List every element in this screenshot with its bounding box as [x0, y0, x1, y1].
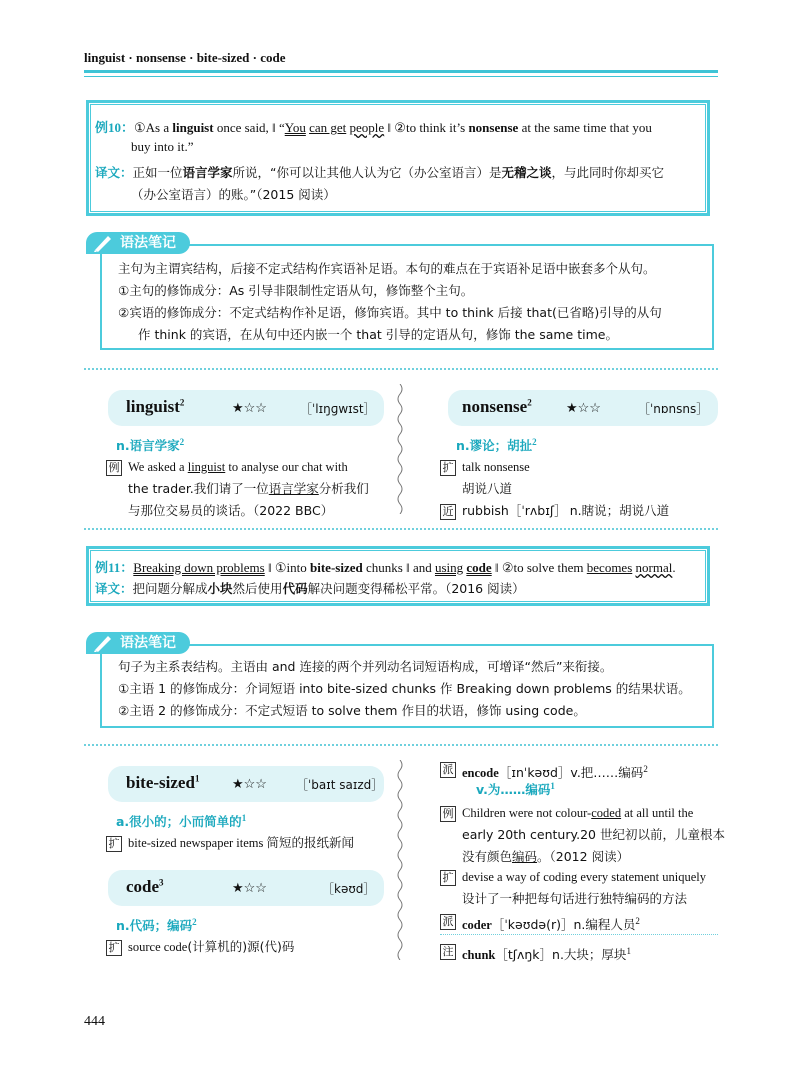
headword — [126, 397, 184, 417]
object-people: people — [349, 120, 385, 135]
entry-separator — [440, 934, 718, 935]
keyword-zh: 无稽之谈 — [501, 165, 552, 180]
phrase: bite-sized newspaper items — [128, 836, 264, 850]
text: ‖ ②to think it’s — [384, 120, 469, 135]
grammar-note-label: 语法笔记 — [120, 635, 176, 651]
pos-definition — [116, 812, 246, 830]
column-divider — [396, 760, 404, 960]
text: We asked a — [128, 460, 188, 474]
nonsense-synonym — [462, 500, 669, 522]
translation-label: 译文： — [95, 581, 133, 596]
phrase-translation: 简短的报纸新闻 — [266, 835, 355, 850]
phrase-translation: 设计了一种把每句话进行独特编码的方法 — [462, 891, 688, 906]
grammar-line: ②宾语的修饰成分：不定式结构作补足语，修饰宾语。其中 to think 后接 that(已省略)引导的从句 — [118, 305, 662, 320]
keyword-zh: 小块 — [207, 581, 233, 596]
frequency-sup: 2 — [179, 397, 185, 408]
encode-example — [462, 802, 725, 868]
text: the trader.我们请了一位 — [128, 481, 269, 496]
phonetic: ［ɪnˈkəʊd］ — [498, 765, 571, 781]
extend-tag-icon: 扩 — [106, 940, 122, 956]
frequency-sup: 2 — [179, 436, 185, 447]
example-line: early 20th century.20 世纪初以前，儿童根本 — [462, 827, 725, 842]
note-word: chunk — [462, 948, 496, 963]
star-rating: ★☆☆ — [232, 400, 267, 415]
header-rule — [84, 70, 718, 73]
derivative-word: coder — [462, 918, 492, 933]
pos-definition — [116, 916, 197, 934]
pen-icon — [92, 233, 114, 253]
keyword-bite-sized: bite-sized — [310, 560, 363, 575]
pos-text: a.很小的；小而简单的 — [116, 814, 242, 829]
text: chunks ‖ and — [362, 560, 435, 575]
phonetic: ［ˈkəʊdə(r)］ — [491, 917, 574, 933]
grammar-line: 作 think 的宾语，在从句中还内嵌一个 that 引导的定语从句，修饰 the same time。 — [138, 327, 618, 342]
example-line — [128, 478, 369, 500]
word-card-linguist — [108, 390, 384, 426]
pos-definition — [116, 436, 184, 454]
pos-text: n.代码；编码 — [116, 918, 193, 933]
subject-1: Breaking down problems — [133, 560, 265, 575]
example-10-label: 例10： — [95, 120, 135, 135]
synonym-word: rubbish［ˈrʌbɪʃ］ — [462, 503, 567, 518]
grammar-note-1-tab — [86, 232, 190, 254]
underlined-word: coded — [591, 806, 622, 820]
text: . — [672, 560, 676, 575]
running-header: linguist · nonsense · bite-sized · code — [84, 50, 286, 65]
frequency-sup: 2 — [532, 436, 537, 447]
text: to analyse our chat with — [225, 460, 348, 474]
definition: n.大块；厚块 — [552, 947, 627, 963]
verb-becomes: becomes — [586, 560, 633, 575]
text: Children were not colour- — [462, 806, 592, 820]
example-10-line-2: buy into it.” — [131, 139, 194, 154]
frequency-sup: 3 — [159, 877, 164, 888]
star-rating: ★☆☆ — [566, 400, 601, 415]
text: 。（2012 阅读） — [537, 849, 630, 864]
headword — [462, 397, 532, 417]
headword — [126, 773, 199, 793]
headword-text: code — [126, 877, 160, 896]
synonym-tag-icon: 近 — [440, 504, 456, 520]
frequency-sup: 1 — [550, 780, 555, 791]
text: 正如一位 — [132, 165, 183, 180]
headword — [126, 877, 164, 897]
extend-tag-icon: 扩 — [440, 460, 456, 476]
section-divider — [84, 744, 718, 746]
example-11-box — [86, 546, 710, 606]
star-rating: ★☆☆ — [232, 880, 267, 895]
grammar-line: ①主句的修饰成分：As 引导非限制性定语从句，修饰整个主句。 — [118, 283, 474, 298]
section-divider — [84, 528, 718, 530]
example-11-sentence — [95, 557, 676, 576]
phonetic: ［tʃʌŋk］ — [495, 947, 553, 963]
section-divider — [84, 368, 718, 370]
pos-definition — [476, 780, 555, 798]
complement-normal: normal — [635, 560, 673, 575]
nonsense-extension — [462, 456, 530, 500]
pos-text: n.语言学家 — [116, 438, 180, 453]
phrase-translation: (计算机的)源(代)码 — [187, 939, 295, 954]
text: ①As a — [134, 120, 173, 135]
phonetic: ［kəʊd］ — [322, 882, 376, 896]
star-rating: ★☆☆ — [232, 776, 267, 791]
translation-10-line-2: （办公室语言）的账。”（2015 阅读） — [131, 187, 336, 202]
column-divider — [396, 384, 404, 514]
example-line — [462, 802, 725, 824]
frequency-sup: 2 — [643, 764, 648, 774]
linguist-example — [128, 456, 369, 522]
phrase: source code — [128, 940, 188, 954]
word-card-code — [108, 870, 384, 906]
header-rule-thin — [84, 76, 718, 77]
headword-text: linguist — [126, 397, 180, 416]
example-line — [128, 456, 369, 478]
frequency-sup: 1 — [194, 773, 200, 784]
word-card-bite-sized — [108, 766, 384, 802]
headword-text: nonsense — [462, 397, 528, 416]
text: 所说，“你可以让其他人认为它（办公室语言）是 — [232, 165, 502, 180]
phrase: talk nonsense — [462, 460, 530, 474]
keyword-zh: 语言学家 — [182, 165, 233, 180]
pos-definition — [456, 436, 537, 454]
definition: v.把……编码 — [570, 765, 644, 781]
example-10-box — [86, 100, 710, 216]
grammar-note-2-body — [118, 656, 691, 722]
example-line — [462, 846, 725, 868]
translation-10-line-1 — [95, 163, 664, 181]
underlined-word: linguist — [187, 460, 226, 474]
bite-sized-extension — [128, 832, 354, 854]
derivative-word: encode — [462, 766, 499, 781]
text: ‖ ②to solve them — [491, 560, 587, 575]
synonym-definition: n.瞎说；胡说八道 — [569, 503, 670, 518]
definition: n.编程人员 — [573, 917, 636, 933]
example-tag-icon: 例 — [440, 806, 456, 822]
example-10-line-1 — [95, 117, 652, 136]
grammar-line: 主句为主谓宾结构，后接不定式结构作宾语补足语。本句的难点在于宾语补足语中嵌套多个从句。 — [118, 261, 656, 276]
pen-icon — [92, 633, 114, 653]
grammar-note-2-tab — [86, 632, 190, 654]
phonetic: ［ˈnɒnsns］ — [638, 402, 709, 416]
text: ‖ ①into — [264, 560, 310, 575]
example-line: 与那位交易员的谈话。（2022 BBC） — [128, 503, 334, 518]
frequency-sup: 1 — [241, 812, 247, 823]
grammar-line: ②主语 2 的修饰成分：不定式短语 to solve them 作目的状语，修饰 using code。 — [118, 703, 586, 718]
text: ，与此同时你却买它 — [551, 165, 665, 180]
extend-tag-icon: 扩 — [440, 870, 456, 886]
pos-text: n.谬论；胡扯 — [456, 438, 533, 453]
page-number: 444 — [84, 1014, 105, 1029]
example-tag-icon: 例 — [106, 460, 122, 476]
phonetic: ［ˈbaɪt saɪzd］ — [296, 778, 384, 792]
word-card-nonsense — [448, 390, 718, 426]
frequency-sup: 2 — [635, 916, 640, 926]
phrase-translation: 胡说八道 — [462, 481, 513, 496]
underlined-word: 语言学家 — [268, 481, 319, 496]
keyword-linguist: linguist — [172, 120, 214, 135]
chunk-entry — [462, 940, 631, 966]
grammar-line: 句子为主系表结构。主语由 and 连接的两个并列动名词短语构成，可增译“然后”来衔接。 — [118, 659, 613, 674]
underlined-word: 编码 — [512, 849, 538, 864]
grammar-note-label: 语法笔记 — [120, 235, 176, 251]
subject-2: using — [434, 560, 464, 575]
keyword-code: code — [466, 560, 492, 575]
translation-label: 译文： — [95, 165, 133, 180]
text: at the same time that you — [518, 120, 652, 135]
text: 把问题分解成 — [132, 581, 208, 596]
text: 解决问题变得稀松平常。（2016 阅读） — [307, 581, 525, 596]
frequency-sup: 2 — [527, 397, 532, 408]
extend-tag-icon: 扩 — [106, 836, 122, 852]
text: 没有颜色 — [462, 849, 513, 864]
example-11-label: 例11： — [95, 560, 134, 575]
verb-can-get: can get — [309, 120, 347, 135]
text: at all until the — [621, 806, 694, 820]
derivative-tag-icon: 派 — [440, 762, 456, 778]
subject-you: You — [284, 120, 306, 135]
keyword-nonsense: nonsense — [468, 120, 519, 135]
keyword-zh: 代码 — [282, 581, 308, 596]
derivative-tag-icon: 派 — [440, 914, 456, 930]
phonetic: ［ˈlɪŋɡwɪst］ — [300, 402, 376, 416]
coder-entry — [462, 910, 640, 936]
translation-11 — [95, 579, 525, 597]
pos-text: v.为……编码 — [476, 782, 551, 797]
frequency-sup: 1 — [626, 946, 631, 956]
text: 然后使用 — [232, 581, 283, 596]
frequency-sup: 2 — [192, 916, 197, 927]
encode-extension — [462, 866, 706, 910]
grammar-line: ①主语 1 的修饰成分：介词短语 into bite-sized chunks 作 Breaking down problems 的结果状语。 — [118, 681, 691, 696]
text: once said, ‖ “ — [213, 120, 285, 135]
code-extension — [128, 936, 294, 958]
headword-text: bite-sized — [126, 773, 195, 792]
note-tag-icon: 注 — [440, 944, 456, 960]
phrase: devise a way of coding every statement uniquely — [462, 870, 707, 884]
text: 分析我们 — [318, 481, 369, 496]
grammar-note-1-body — [118, 258, 662, 346]
